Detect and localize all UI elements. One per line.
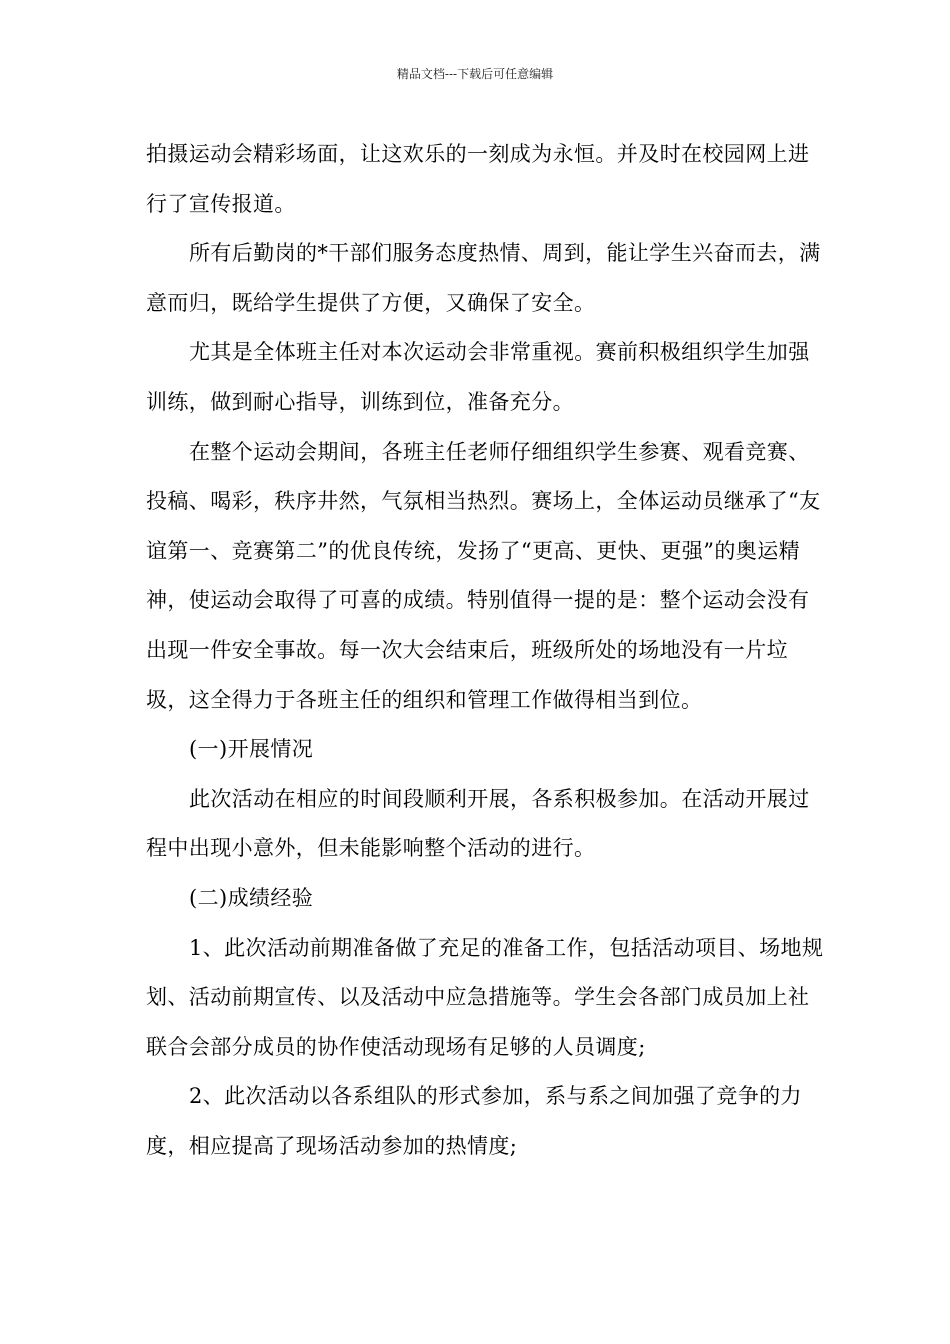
document-body (146, 130, 826, 1171)
page-header: 精品文档---下载后可任意编辑 (396, 67, 554, 81)
paragraph-6: 1、此次活动前期准备做了充足的准备工作，包括活动项目、场地规划、活动前期宣传、以及活动中应急措施等。学生会各部门成员加上社联合会部分成员的协作使活动现场有足够的人员调度; (146, 935, 824, 1059)
paragraph-2: 所有后勤岗的*干部们服务态度热情、周到，能让学生兴奋而去，满意而归，既给学生提供了方便，又确保了安全。 (146, 241, 821, 315)
paragraph-5: 此次活动在相应的时间段顺利开展，各系积极参加。在活动开展过程中出现小意外，但未能影响整个活动的进行。 (146, 786, 810, 861)
section-heading-1: (一)开展情况 (189, 737, 314, 762)
paragraph-7: 2、此次活动以各系组队的形式参加，系与系之间加强了竞争的力度，相应提高了现场活动参加的热情度; (146, 1084, 802, 1158)
paragraph-3: 尤其是全体班主任对本次运动会非常重视。赛前积极组织学生加强训练，做到耐心指导，训练到位，准备充分。 (146, 340, 810, 414)
section-heading-2: (二)成绩经验 (189, 885, 314, 910)
paragraph-4: 在整个运动会期间，各班主任老师仔细组织学生参赛、观看竞赛、投稿、喝彩，秩序井然，气氛相当热烈。赛场上，全体运动员继承了“友谊第一、竞赛第二”的优良传统，发扬了“更高、更快、更强”的奥运精神，使运动会取得了可喜的成绩。特别值得一提的是：整个运动会没有出现一件安全事故。每一次大会结束后，班级所处的场地没有一片垃圾，这全得力于各班主任的组织和管理工作做得相当到位。 (146, 439, 821, 712)
paragraph-1: 拍摄运动会精彩场面，让这欢乐的一刻成为永恒。并及时在校园网上进行了宣传报道。 (146, 142, 810, 216)
